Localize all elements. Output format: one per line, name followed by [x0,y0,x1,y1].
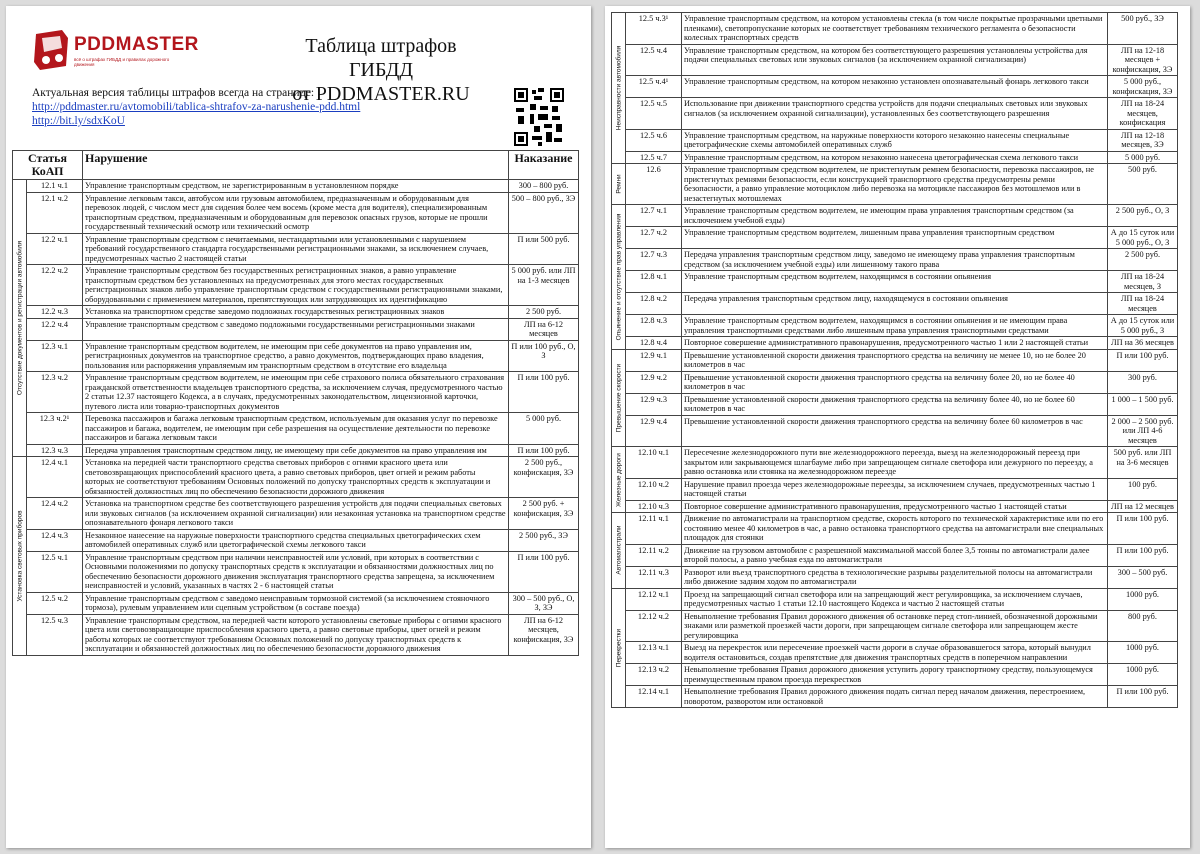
table-row [612,315,1178,337]
penalty-cell: 2 500 руб. [1108,249,1178,271]
violation-cell: Невыполнение требования Правил дорожного движения об остановке перед стоп-линией, обозначенной дорожными знаками или разметкой проезжей части дороги, при запрещающем сигнале светофора или запрещающем жесте регулировщика [682,610,1108,642]
article-cell: 12.11 ч.1 [626,513,682,545]
table-row [13,265,579,306]
table-row [13,372,579,413]
penalty-cell: А до 15 суток или 5 000 руб., З [1108,315,1178,337]
table-row [612,513,1178,545]
violation-cell: Повторное совершение административного правонарушения, предусмотренного частью 1 или 2 настоящей статьи [682,337,1108,350]
penalty-cell: П или 500 руб. [509,233,579,265]
violation-cell: Управление транспортным средством водителем, не пристегнутым ремнем безопасности, перевозка пассажиров, не пристегнутых ремнями безопасности, если конструкцией транспортного средства предусмотрены ремни безопасности, а равно управление мотоциклом либо перевозка на мотоцикле пассажиров без мотошлемов или в незастегнутых мотошлемах [682,164,1108,205]
column-header-penalty: Наказание [509,151,579,180]
group-label: Неисправности автомобиля [614,45,622,131]
violation-cell: Управление транспортным средством, не зарегистрированным в установленном порядке [83,180,509,193]
penalty-cell: ЛП на 18-24 месяцев [1108,293,1178,315]
page-right [605,6,1190,848]
article-cell: 12.11 ч.3 [626,566,682,588]
group-label-cell [13,457,27,656]
article-cell: 12.3 ч.2 [27,372,83,413]
article-cell: 12.14 ч.1 [626,686,682,708]
penalty-cell: П или 100 руб., О, З [509,340,579,372]
group-label: Превышение скорости [614,363,622,432]
article-cell: 12.13 ч.2 [626,664,682,686]
violation-cell: Превышение установленной скорости движения транспортного средства на величину более 40, но не более 60 километров в час [682,393,1108,415]
violation-cell: Управление транспортным средством водителем, не имеющим при себе документов на право управления им, регистрационных документов на транспортное средство, а равно документов, подтверждающих право владения, пользования или распоряжения управляемым им транспортным средством в отсутствие его владельца [83,340,509,372]
penalty-cell: 1000 руб. [1108,664,1178,686]
article-cell: 12.5 ч.3¹ [626,13,682,45]
logo-text: PDDMASTER [74,34,199,55]
group-label: Установка световых приборов [15,510,23,602]
article-cell: 12.10 ч.1 [626,447,682,479]
violation-cell: Управление транспортным средством водителем, находящимся в состоянии опьянения [682,271,1108,293]
group-label-cell [612,13,626,164]
table-row [612,271,1178,293]
violation-cell: Управление транспортным средством с заведомо неисправным тормозной системой (за исключением стояночного тормоза), рулевым управлением или сцепным устройством (в составе поезда) [83,592,509,614]
penalty-cell: 5 000 руб., конфискация, ЗЭ [1108,76,1178,98]
group-label: Железные дороги [614,452,622,507]
table-row [13,457,579,498]
violation-cell: Превышение установленной скорости движения транспортного средства на величину более 60 километров в час [682,415,1108,447]
table-row [612,664,1178,686]
penalty-cell: П или 100 руб. [1108,349,1178,371]
column-header-violation: Нарушение [83,151,509,180]
violation-cell: Управление транспортным средством водителем, лишенным права управления транспортным средством [682,227,1108,249]
article-cell: 12.5 ч.1 [27,551,83,592]
article-cell: 12.12 ч.1 [626,588,682,610]
table-row [612,227,1178,249]
table-row [612,478,1178,500]
table-row [612,164,1178,205]
violation-cell: Незаконное нанесение на наружные поверхности транспортного средства специальных цветографических схем автомобилей оперативных служб или цветографической схемы легкового такси [83,529,509,551]
penalty-cell: П или 100 руб. [1108,513,1178,545]
table-row [13,529,579,551]
article-cell: 12.7 ч.2 [626,227,682,249]
table-row [612,415,1178,447]
article-cell: 12.1 ч.2 [27,192,83,233]
table-row [13,413,579,445]
logo [32,28,199,78]
penalty-cell: П или 100 руб. [509,444,579,457]
table-row [612,610,1178,642]
penalty-cell: 300 – 500 руб., О, З, ЗЭ [509,592,579,614]
title-line-1: Таблица штрафов ГИБДД [305,35,457,81]
article-cell: 12.9 ч.3 [626,393,682,415]
article-cell: 12.2 ч.1 [27,233,83,265]
violation-cell: Использование при движении транспортного средства устройств для подачи специальных световых или звуковых сигналов (за исключением охранной сигнализации), установленных без соответствующего разрешения [682,98,1108,130]
violation-cell: Перевозка пассажиров и багажа легковым транспортным средством, используемым для оказания услуг по перевозке пассажиров и багажа, водителем, не имеющим при себе разрешения на осуществление деятельности по перевозке пассажиров и багажа легковым такси [83,413,509,445]
violation-cell: Передача управления транспортным средством лицу, заведомо не имеющему права управления транспортным средством (за исключением учебной езды) или лишенному такого права [682,249,1108,271]
penalty-cell: ЛП на 18-24 месяцев, З [1108,271,1178,293]
group-label-cell [612,164,626,205]
violation-cell: Невыполнение требования Правил дорожного движения уступить дорогу транспортному средству, пользующемуся преимущественным правом проезда перекрестков [682,664,1108,686]
page-left [6,6,591,848]
table-row [13,614,579,655]
page-link[interactable]: http://pddmaster.ru/avtomobili/tablica-shtrafov-za-narushenie-pdd.html [32,101,361,113]
penalty-cell: П или 100 руб. [509,372,579,413]
fines-table-left [12,150,579,656]
violation-cell: Установка на передней части транспортного средства световых приборов с огнями красного цвета или световозвращающих приспособлений красного цвета, а равно световых приборов, цвет огней и режим работы которых не соответствуют требованиям Основных положений по допуску транспортных средств к эксплуатации и обязанностей должностных лиц по обеспечению безопасности дорожного движения [83,457,509,498]
violation-cell: Движение по автомагистрали на транспортном средстве, скорость которого по технической характеристике или по его состоянию менее 40 километров в час, а равно остановка транспортного средства на автомагистрали вне специальных площадок для стоянки [682,513,1108,545]
penalty-cell: П или 100 руб. [509,551,579,592]
article-cell: 12.9 ч.4 [626,415,682,447]
violation-cell: Нарушение правил проезда через железнодорожные переезды, за исключением случаев, предусмотренных частью 1 настоящей статьи [682,478,1108,500]
penalty-cell: 2 500 руб. [509,306,579,319]
group-label-cell [612,588,626,708]
group-label: Перекрестки [614,628,622,667]
article-cell: 12.3 ч.3 [27,444,83,457]
article-cell: 12.1 ч.1 [27,180,83,193]
article-cell: 12.7 ч.1 [626,205,682,227]
table-row [612,349,1178,371]
violation-cell: Повторное совершение административного правонарушения, предусмотренного частью 1 настоящей статьи [682,500,1108,513]
table-row [13,444,579,457]
penalty-cell: ЛП на 18-24 месяцев, конфискация [1108,98,1178,130]
table-header-row [13,151,579,180]
article-cell: 12.8 ч.3 [626,315,682,337]
table-row [612,44,1178,76]
penalty-cell: ЛП на 6-12 месяцев [509,318,579,340]
table-row [13,498,579,530]
article-cell: 12.12 ч.2 [626,610,682,642]
penalty-cell: ЛП на 12-18 месяцев + конфискация, ЗЭ [1108,44,1178,76]
penalty-cell: 300 – 500 руб. [1108,566,1178,588]
group-label: Отсутствие документов и регистрации автомобиля [15,240,23,396]
penalty-cell: 1 000 – 1 500 руб. [1108,393,1178,415]
violation-cell: Передача управления транспортным средством лицу, не имеющему при себе документов на право управления им [83,444,509,457]
group-label: Опьянение и отсутствие прав управления [614,213,622,341]
group-label-cell [612,349,626,447]
table-row [612,500,1178,513]
penalty-cell: 500 – 800 руб., ЗЭ [509,192,579,233]
penalty-cell: 2 500 руб., ЗЭ [509,529,579,551]
article-cell: 12.10 ч.3 [626,500,682,513]
table-row [612,98,1178,130]
table-row [612,686,1178,708]
table-row [612,76,1178,98]
violation-cell: Выезд на перекресток или пересечение проезжей части дороги в случае образовавшегося затора, который вынудил водителя остановиться, создав препятствие для движения транспортных средств в поперечном направлении [682,642,1108,664]
article-cell: 12.2 ч.2 [27,265,83,306]
violation-cell: Управление транспортным средством, на передней части которого установлены световые приборы с огнями красного цвета или световозвращающие приспособления красного цвета, а равно световые приборы, цвет огней и режим работы которых не соответствуют требованиям Основных положений по допуску транспортных средств к эксплуатации и обязанностей должностных лиц по обеспечению безопасности дорожного движения [83,614,509,655]
violation-cell: Управление транспортным средством, на котором незаконно нанесена цветографическая схема легкового такси [682,151,1108,164]
penalty-cell: 5 000 руб. [509,413,579,445]
penalty-cell: 800 руб. [1108,610,1178,642]
table-row [612,642,1178,664]
violation-cell: Проезд на запрещающий сигнал светофора или на запрещающий жест регулировщика, за исключением случаев, предусмотренных частью 1 статьи 12.10 настоящего Кодекса и частью 2 настоящей статьи [682,588,1108,610]
penalty-cell: ЛП на 12-18 месяцев, ЗЭ [1108,129,1178,151]
article-cell: 12.8 ч.4 [626,337,682,350]
violation-cell: Управление транспортным средством без государственных регистрационных знаков, а равно управление транспортным средством без установленных на предусмотренных для этого местах государственных регистрационных знаков либо управление транспортным средством с государственными регистрационными знаками, оборудованными с применением материалов, препятствующих или затрудняющих их идентификацию [83,265,509,306]
group-label-cell [13,180,27,457]
violation-cell: Управление транспортным средством водителем, не имеющим права управления транспортным средством (за исключением учебной езды) [682,205,1108,227]
penalty-cell: 500 руб., ЗЭ [1108,13,1178,45]
violation-cell: Управление легковым такси, автобусом или грузовым автомобилем, предназначенным и оборудованным для перевозок людей, с числом мест для сидения более чем восемь (кроме места для водителя), специализированным транспортным средством, предназначенным и оборудованным для перевозок опасных грузов, которые не прошли государственный технический осмотр или технический осмотр [83,192,509,233]
violation-cell: Установка на транспортном средстве заведомо подложных государственных регистрационных знаков [83,306,509,319]
article-cell: 12.8 ч.1 [626,271,682,293]
table-row [612,293,1178,315]
table-row [13,180,579,193]
article-cell: 12.5 ч.7 [626,151,682,164]
logo-icon [32,28,72,72]
penalty-cell: 2 500 руб. + конфискация, ЗЭ [509,498,579,530]
violation-cell: Управление транспортным средством, на наружные поверхности которого незаконно нанесены специальные цветографические схемы автомобилей оперативных служб [682,129,1108,151]
table-row [612,588,1178,610]
table-row [612,337,1178,350]
penalty-cell: 2 500 руб., конфискация, ЗЭ [509,457,579,498]
violation-cell: Управление транспортным средством водителем, находящимся в состоянии опьянения и не имеющим права управления транспортными средствами либо лишенным права управления транспортными средствами [682,315,1108,337]
penalty-cell: 2 500 руб., О, З [1108,205,1178,227]
article-cell: 12.5 ч.4 [626,44,682,76]
logo-subtext: всё о штрафах ГИБДД и правилах дорожного движения [74,57,170,67]
group-label: Автомагистрали [614,525,622,575]
penalty-cell: 2 000 – 2 500 руб. или ЛП 4-6 месяцев [1108,415,1178,447]
penalty-cell: 100 руб. [1108,478,1178,500]
article-cell: 12.8 ч.2 [626,293,682,315]
violation-cell: Пересечение железнодорожного пути вне железнодорожного переезда, выезд на железнодорожный переезд при закрытом или закрывающемся шлагбауме либо при запрещающем сигнале светофора или дежурного по переезду, а равно остановка или стоянка на железнодорожном переезде [682,447,1108,479]
table-row [612,205,1178,227]
article-cell: 12.4 ч.1 [27,457,83,498]
table-row [13,318,579,340]
qr-code-icon [514,88,564,146]
group-label: Ремни [614,174,622,194]
table-row [13,592,579,614]
penalty-cell: П или 100 руб. [1108,544,1178,566]
article-cell: 12.5 ч.2 [27,592,83,614]
violation-cell: Управление транспортным средством при наличии неисправностей или условий, при которых в соответствии с Основными положениями по допуску транспортных средств к эксплуатации и обязанностями должностных лиц по обеспечению безопасности дорожного движения эксплуатация транспортного средства запрещена, за исключением неисправностей и условий, указанных в частях 2 - 6 настоящей статьи [83,551,509,592]
violation-cell: Управление транспортным средством, на котором без соответствующего разрешения установлены устройства для подачи специальных световых или звуковых сигналов (за исключением охранной сигнализации) [682,44,1108,76]
table-row [612,447,1178,479]
article-cell: 12.7 ч.3 [626,249,682,271]
intro-text: Актуальная версия таблицы штрафов всегда на странице: [32,87,315,99]
article-cell: 12.2 ч.3 [27,306,83,319]
article-cell: 12.4 ч.3 [27,529,83,551]
article-cell: 12.11 ч.2 [626,544,682,566]
penalty-cell: 1000 руб. [1108,588,1178,610]
penalty-cell: 500 руб. [1108,164,1178,205]
violation-cell: Разворот или въезд транспортного средства в технологические разрывы разделительной полосы на автомагистрали либо движение задним ходом по автомагистрали [682,566,1108,588]
article-cell: 12.3 ч.2¹ [27,413,83,445]
group-label-cell [612,205,626,350]
penalty-cell: 300 – 800 руб. [509,180,579,193]
table-row [612,249,1178,271]
violation-cell: Превышение установленной скорости движения транспортного средства на величину не менее 10, но не более 20 километров в час [682,349,1108,371]
penalty-cell: П или 100 руб. [1108,686,1178,708]
table-row [13,233,579,265]
article-cell: 12.4 ч.2 [27,498,83,530]
article-cell: 12.6 [626,164,682,205]
penalty-cell: 300 руб. [1108,371,1178,393]
table-row [13,192,579,233]
penalty-cell: ЛП на 36 месяцев [1108,337,1178,350]
table-row [13,306,579,319]
penalty-cell: 5 000 руб. [1108,151,1178,164]
article-cell: 12.10 ч.2 [626,478,682,500]
violation-cell: Управление транспортным средством, на котором незаконно установлен опознавательный фонарь легкового такси [682,76,1108,98]
penalty-cell: ЛП на 6-12 месяцев, конфискация, ЗЭ [509,614,579,655]
violation-cell: Управление транспортным средством, на котором установлены стекла (в том числе покрытые прозрачными цветными пленками), светопропускание которых не соответствует требованиям технического регламента о безопасности колесных транспортных средств [682,13,1108,45]
table-row [612,393,1178,415]
column-header-article: Статья КоАП [13,151,83,180]
article-cell: 12.5 ч.6 [626,129,682,151]
table-row [612,371,1178,393]
table-row [612,151,1178,164]
article-cell: 12.5 ч.5 [626,98,682,130]
violation-cell: Невыполнение требования Правил дорожного движения подать сигнал перед началом движения, перестроением, поворотом, разворотом или остановкой [682,686,1108,708]
table-row [612,566,1178,588]
fines-table-right [611,12,1178,708]
group-label-cell [612,447,626,513]
short-link[interactable]: http://bit.ly/sdxKoU [32,115,125,127]
penalty-cell: ЛП на 12 месяцев [1108,500,1178,513]
violation-cell: Управление транспортным средством с нечитаемыми, нестандартными или установленными с нарушением требований государственного стандарта государственными регистрационными знаками, за исключением случаев, предусмотренных частью 2 настоящей статьи [83,233,509,265]
penalty-cell: А до 15 суток или 5 000 руб., О, З [1108,227,1178,249]
title-line-2: от PDDMASTER.RU [292,83,470,105]
table-row [612,544,1178,566]
violation-cell: Установка на транспортном средстве без соответствующего разрешения устройств для подачи специальных световых или звуковых сигналов (за исключением охранной сигнализации) или незаконная установка на транспортном средстве опознавательного фонаря легкового такси [83,498,509,530]
article-cell: 12.2 ч.4 [27,318,83,340]
violation-cell: Движение на грузовом автомобиле с разрешенной максимальной массой более 3,5 тонны по автомагистрали далее второй полосы, а равно учебная езда по автомагистрали [682,544,1108,566]
article-cell: 12.9 ч.1 [626,349,682,371]
violation-cell: Управление транспортным средством водителем, не имеющим при себе страхового полиса обязательного страхования гражданской ответственности владельцев транспортного средства, за исключением случая, предусмотренного частью 2 статьи 12.37 настоящего Кодекса, а в случаях, предусмотренных законодательством, лицензионной карточки, путевого листа или товарно-транспортных документов [83,372,509,413]
table-row [612,129,1178,151]
violation-cell: Передача управления транспортным средством лицу, находящемуся в состоянии опьянения [682,293,1108,315]
violation-cell: Превышение установленной скорости движения транспортного средства на величину более 20, но не более 40 километров в час [682,371,1108,393]
intro [32,86,360,128]
penalty-cell: 5 000 руб. или ЛП на 1-3 месяцев [509,265,579,306]
article-cell: 12.5 ч.4¹ [626,76,682,98]
article-cell: 12.5 ч.3 [27,614,83,655]
table-row [612,13,1178,45]
article-cell: 12.9 ч.2 [626,371,682,393]
table-row [13,340,579,372]
penalty-cell: 500 руб. или ЛП на 3-6 месяцев [1108,447,1178,479]
article-cell: 12.3 ч.1 [27,340,83,372]
penalty-cell: 1000 руб. [1108,642,1178,664]
article-cell: 12.13 ч.1 [626,642,682,664]
violation-cell: Управление транспортным средством с заведомо подложными государственными регистрационными знаками [83,318,509,340]
table-row [13,551,579,592]
group-label-cell [612,513,626,589]
